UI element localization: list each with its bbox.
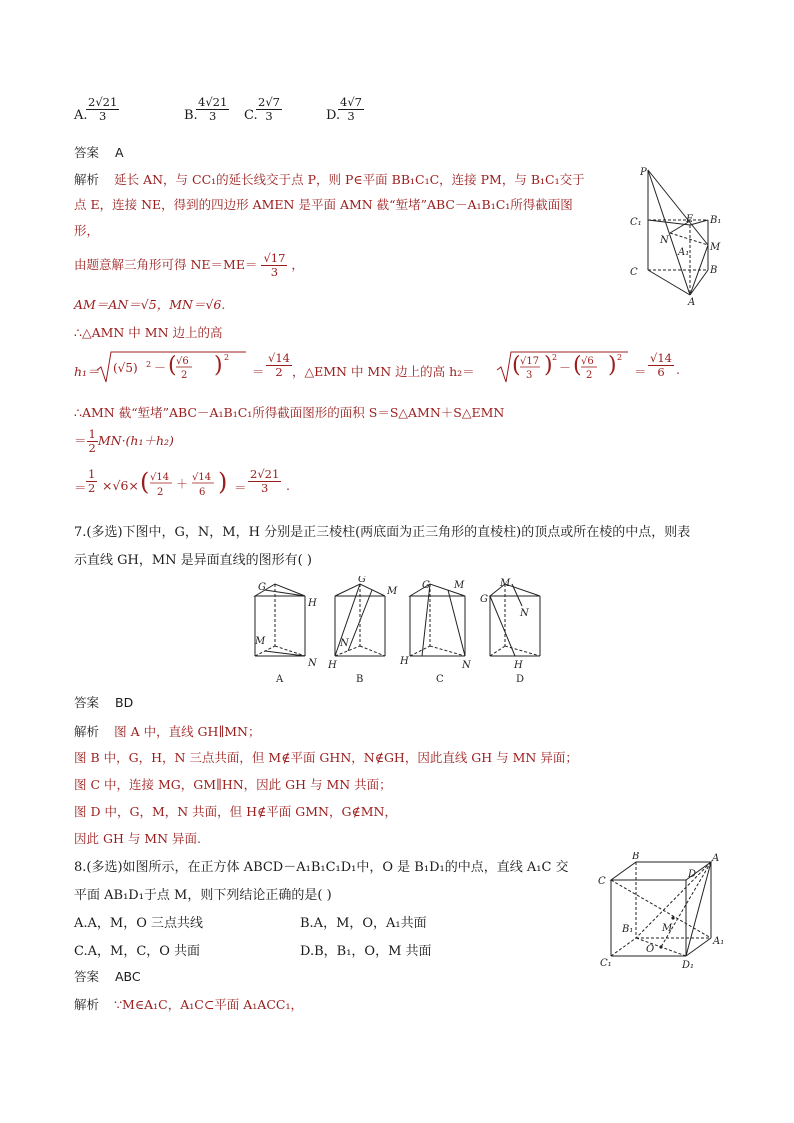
q8-option-d: D.B，B₁，O，M 共面 bbox=[300, 944, 432, 959]
svg-text:O: O bbox=[646, 944, 655, 955]
svg-text:M: M bbox=[255, 636, 266, 647]
option-a-label: A. bbox=[74, 108, 88, 123]
svg-text:√6: √6 bbox=[581, 356, 594, 367]
svg-text:): ) bbox=[214, 353, 223, 378]
option-d-label: D. bbox=[326, 108, 341, 123]
svg-text:N: N bbox=[520, 608, 529, 619]
q6-analysis-line-4: 由题意解三角形可得 NE＝ME＝ $\frac{√17}{3}$ ， bbox=[74, 251, 304, 279]
svg-text:): ) bbox=[544, 353, 553, 378]
svg-text:C: C bbox=[630, 267, 638, 278]
svg-text:D₁: D₁ bbox=[682, 960, 695, 971]
figure-d bbox=[490, 584, 540, 656]
radical-h1 bbox=[96, 350, 251, 384]
svg-text:C: C bbox=[598, 876, 606, 887]
svg-text:(: ( bbox=[168, 353, 177, 378]
q7-analysis-line-4: 图 D 中，G，M，N 共面，但 H∉平面 GMN，G∉MN， bbox=[74, 804, 397, 819]
svg-text:2: 2 bbox=[586, 370, 593, 381]
svg-text:B: B bbox=[632, 852, 640, 862]
svg-text:G: G bbox=[422, 580, 430, 591]
q8-option-c: C.A，M，C，O 共面 bbox=[74, 944, 201, 959]
svg-text:A₁: A₁ bbox=[713, 936, 725, 947]
figure-label-d: D bbox=[516, 674, 525, 685]
svg-text:(√5): (√5) bbox=[113, 361, 138, 375]
option-d-value: $\frac{4√7}{3}$ bbox=[340, 95, 362, 123]
q7-analysis-line-2: 图 B 中，G，H，N 三点共面，但 M∉平面 GHN，N∉GH，因此直线 GH 与 MN 异面； bbox=[74, 750, 578, 765]
svg-text:B: B bbox=[710, 265, 718, 276]
svg-text:M: M bbox=[500, 578, 511, 589]
q6-answer-value: A bbox=[115, 145, 124, 160]
svg-text:B₁: B₁ bbox=[622, 924, 634, 935]
svg-text:(: ( bbox=[573, 353, 582, 378]
svg-text:): ) bbox=[218, 468, 228, 496]
svg-text:N: N bbox=[660, 235, 669, 246]
q7-analysis-line-3: 图 C 中，连接 MG，GM∥HN，因此 GH 与 MN 共面； bbox=[74, 777, 392, 792]
analysis-label: 解析 bbox=[74, 172, 100, 187]
q7-answer-value: BD bbox=[115, 695, 134, 710]
svg-text:√14: √14 bbox=[150, 472, 170, 483]
svg-text:6: 6 bbox=[199, 487, 206, 498]
q7-answer: 答案 BD bbox=[74, 695, 134, 710]
option-c-label: C. bbox=[244, 108, 258, 123]
svg-text:C₁: C₁ bbox=[600, 958, 612, 969]
q8-option-a: A.A，M，O 三点共线 bbox=[74, 916, 204, 931]
svg-text:3: 3 bbox=[526, 370, 533, 381]
svg-text:－: － bbox=[559, 361, 572, 375]
q7-analysis-line-1: 解析 图 A 中，直线 GH∥MN； bbox=[74, 724, 261, 739]
q6-analysis-line-3: 形， bbox=[74, 223, 100, 238]
svg-text:G: G bbox=[358, 576, 366, 585]
q7-stem-line-2: 示直线 GH，MN 是异面直线的图形有( ) bbox=[74, 553, 312, 568]
q6-answer bbox=[74, 143, 124, 161]
q8-stem-line-2: 平面 AB₁D₁于点 M，则下列结论正确的是( ) bbox=[74, 888, 332, 903]
svg-text:C₁: C₁ bbox=[630, 217, 642, 228]
svg-text:P: P bbox=[640, 167, 647, 178]
svg-text:M: M bbox=[387, 586, 398, 597]
svg-text:B₁: B₁ bbox=[710, 215, 722, 226]
svg-text:√17: √17 bbox=[520, 356, 540, 367]
svg-text:2: 2 bbox=[224, 353, 230, 362]
q6-analysis-line-5: AM＝AN＝√5，MN＝√6. bbox=[74, 297, 226, 312]
svg-text:2: 2 bbox=[181, 370, 188, 381]
q6-analysis-line-1: 解析 延长 AN，与 CC₁的延长线交于点 P，则 P∈平面 BB₁C₁C，连接 PM，与 B₁C₁交于 bbox=[74, 172, 585, 187]
q8-analysis-line-1: 解析 ∵M∈A₁C，A₁C⊂平面 A₁ACC₁， bbox=[74, 997, 303, 1012]
figure-label-c: C bbox=[436, 674, 444, 685]
option-c-value: $\frac{2√7}{3}$ bbox=[258, 95, 280, 123]
svg-text:√6: √6 bbox=[176, 356, 189, 367]
svg-text:A₁: A₁ bbox=[678, 247, 690, 258]
svg-text:H: H bbox=[308, 598, 317, 609]
svg-text:H: H bbox=[400, 656, 409, 667]
q8-cube-figure bbox=[596, 852, 726, 972]
option-a-value: $\frac{2√21}{3}$ bbox=[88, 95, 118, 123]
q8-option-b: B.A，M，O，A₁共面 bbox=[300, 916, 427, 931]
svg-text:2: 2 bbox=[146, 360, 152, 369]
svg-text:－: － bbox=[154, 361, 167, 375]
q7-analysis-line-5: 因此 GH 与 MN 异面. bbox=[74, 831, 201, 846]
svg-text:√14: √14 bbox=[192, 472, 212, 483]
svg-text:M: M bbox=[710, 242, 721, 253]
option-b-label: B. bbox=[184, 108, 198, 123]
svg-text:N: N bbox=[340, 638, 349, 649]
svg-text:N: N bbox=[308, 658, 317, 669]
svg-text:H: H bbox=[514, 660, 523, 671]
svg-text:A: A bbox=[688, 297, 696, 305]
svg-text:): ) bbox=[608, 353, 617, 378]
q6-analysis-line-9: ＝ $\frac{1}{2}$ MN·(h₁＋h₂) bbox=[74, 427, 174, 455]
svg-text:2: 2 bbox=[617, 353, 623, 362]
svg-text:G: G bbox=[258, 582, 266, 593]
q7-stem-line-1: 7.(多选)下图中，G，N，M，H 分别是正三棱柱(两底面为正三角形的直棱柱)的顶点或所在棱的中点，则表 bbox=[74, 525, 691, 540]
q7-figures bbox=[250, 576, 550, 686]
svg-text:G: G bbox=[480, 594, 488, 605]
q8-stem-line-1: 8.(多选)如图所示，在正方体 ABCD－A₁B₁C₁D₁中，O 是 B₁D₁的中点，直线 A₁C 交 bbox=[74, 860, 569, 875]
answer-label: 答案 bbox=[74, 145, 100, 160]
svg-text:D: D bbox=[688, 869, 697, 880]
figure-label-a: A bbox=[276, 674, 284, 685]
svg-text:(: ( bbox=[140, 468, 150, 496]
q6-prism-figure bbox=[628, 165, 728, 305]
option-b-value: $\frac{4√21}{3}$ bbox=[198, 95, 228, 123]
svg-text:M: M bbox=[454, 580, 465, 591]
svg-text:＋: ＋ bbox=[176, 477, 189, 491]
svg-text:M: M bbox=[662, 923, 673, 934]
svg-text:E: E bbox=[686, 214, 694, 225]
svg-text:N: N bbox=[462, 660, 471, 671]
q8-answer: 答案 ABC bbox=[74, 969, 141, 984]
radical-h2 bbox=[496, 350, 636, 384]
svg-text:H: H bbox=[328, 660, 337, 671]
figure-label-b: B bbox=[356, 674, 364, 685]
figure-c bbox=[410, 584, 465, 656]
svg-text:2: 2 bbox=[552, 353, 558, 362]
svg-text:2: 2 bbox=[157, 487, 164, 498]
q6-analysis-line-6: ∴△AMN 中 MN 边上的高 bbox=[74, 325, 223, 340]
q8-answer-value: ABC bbox=[115, 969, 141, 984]
q6-analysis-line-2: 点 E，连接 NE，得到的四边形 AMEN 是平面 AMN 截“堑堵”ABC－A₁B₁C₁所得截面图 bbox=[74, 197, 573, 212]
svg-text:A: A bbox=[712, 853, 720, 864]
q6-analysis-line-8: ∴AMN 截“堑堵”ABC－A₁B₁C₁所得截面图形的面积 S＝S△AMN＋S△EMN bbox=[74, 405, 505, 420]
svg-text:(: ( bbox=[512, 353, 521, 378]
